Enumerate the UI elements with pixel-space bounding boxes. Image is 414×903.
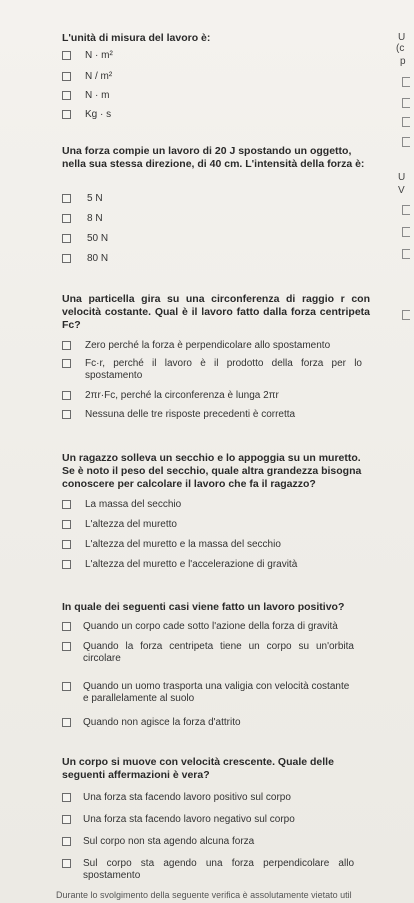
checkbox[interactable] [62,391,71,400]
q5-option-2[interactable]: Quando la forza centripeta tiene un corpo su un'orbita circolare [62,641,354,665]
checkbox[interactable] [62,793,71,802]
q3-option-1[interactable]: Zero perché la forza è perpendicolare allo spostamento [62,340,330,352]
margin-fragment: (c [396,43,405,54]
margin-box [402,227,410,237]
checkbox[interactable] [62,72,71,81]
checkbox[interactable] [62,682,71,691]
checkbox[interactable] [62,194,71,203]
q6-option-4[interactable]: Sul corpo sta agendo una forza perpendicolare allo spostamento [62,858,354,882]
checkbox[interactable] [62,341,71,350]
checkbox[interactable] [62,91,71,100]
checkbox[interactable] [62,837,71,846]
q6-option-2[interactable]: Una forza sta facendo lavoro negativo sul corpo [62,814,295,826]
margin-fragment: U [398,32,406,43]
q6-option-3[interactable]: Sul corpo non sta agendo alcuna forza [62,836,254,848]
margin-fragment: p [400,56,406,67]
margin-box [402,137,410,147]
question-5 [62,601,374,728]
question-1-text: L'unità di misura del lavoro è: [62,32,211,44]
margin-box [402,310,410,320]
question-2 [62,145,374,264]
q3-option-2[interactable]: Fc·r, perché il lavoro è il prodotto della forza per lo spostamento [62,358,362,382]
question-4 [62,452,372,570]
margin-fragment: U [398,172,406,183]
footer-notice: Durante lo svolgimento della seguente verifica è assolutamente vietato util [56,890,352,900]
q5-option-1[interactable]: Quando un corpo cade sotto l'azione della forza di gravità [62,621,338,633]
question-4-text: Un ragazzo solleva un secchio e lo appoggia su un muretto. Se è noto il peso del secchio, quale altra grandezza bisogna conoscere per calcolare il lavoro che fa il ragazzo? [62,452,362,490]
q4-option-3[interactable]: L'altezza del muretto e la massa del secchio [62,539,281,551]
adjacent-page-edge [392,0,414,903]
checkbox[interactable] [62,540,71,549]
checkbox[interactable] [62,718,71,727]
q1-option-3[interactable]: N · m [62,90,109,102]
checkbox[interactable] [62,622,71,631]
checkbox[interactable] [62,859,71,868]
q1-option-1[interactable]: N · m² [62,50,113,62]
checkbox[interactable] [62,642,71,651]
checkbox[interactable] [62,500,71,509]
q4-option-4[interactable]: L'altezza del muretto e l'accelerazione di gravità [62,559,297,571]
q2-option-1[interactable]: 5 N [62,193,103,205]
checkbox[interactable] [62,214,71,223]
q5-option-3[interactable]: Quando un uomo trasporta una valigia con velocità costante e parallelamente al suolo [62,681,354,705]
q1-option-2[interactable]: N / m² [62,71,112,83]
margin-box [402,77,410,87]
question-5-text: In quale dei seguenti casi viene fatto un lavoro positivo? [62,601,345,613]
checkbox[interactable] [62,234,71,243]
margin-box [402,117,410,127]
checkbox[interactable] [62,110,71,119]
question-2-text: Una forza compie un lavoro di 20 J spostando un oggetto, nella sua stessa direzione, di 40 cm. L'intensità della forza è: [62,145,365,170]
q4-option-1[interactable]: La massa del secchio [62,499,181,511]
q2-option-2[interactable]: 8 N [62,213,103,225]
q1-option-4[interactable]: Kg · s [62,109,111,121]
margin-box [402,249,410,259]
q6-option-1[interactable]: Una forza sta facendo lavoro positivo sul corpo [62,792,291,804]
margin-fragment: V [398,185,405,196]
checkbox[interactable] [62,815,71,824]
margin-box [402,98,410,108]
q2-option-3[interactable]: 50 N [62,233,108,245]
q3-option-4[interactable]: Nessuna delle tre risposte precedenti è corretta [62,409,295,421]
q2-option-4[interactable]: 80 N [62,253,108,265]
question-6-text: Un corpo si muove con velocità crescente. Quale delle seguenti affermazioni è vera? [62,756,334,781]
checkbox[interactable] [62,51,71,60]
q3-option-3[interactable]: 2πr·Fc, perché la circonferenza è lunga 2πr [62,390,279,402]
margin-box [402,205,410,215]
question-3-text: Una particella gira su una circonferenza di raggio r con velocità costante. Qual è il lavoro fatto dalla forza centripeta Fc? [62,293,370,331]
q4-option-2[interactable]: L'altezza del muretto [62,519,177,531]
checkbox[interactable] [62,254,71,263]
checkbox[interactable] [62,560,71,569]
question-1 [62,32,374,120]
checkbox[interactable] [62,520,71,529]
question-6 [62,756,372,881]
question-3 [62,293,370,420]
checkbox[interactable] [62,359,71,368]
checkbox[interactable] [62,410,71,419]
q5-option-4[interactable]: Quando non agisce la forza d'attrito [62,717,241,729]
